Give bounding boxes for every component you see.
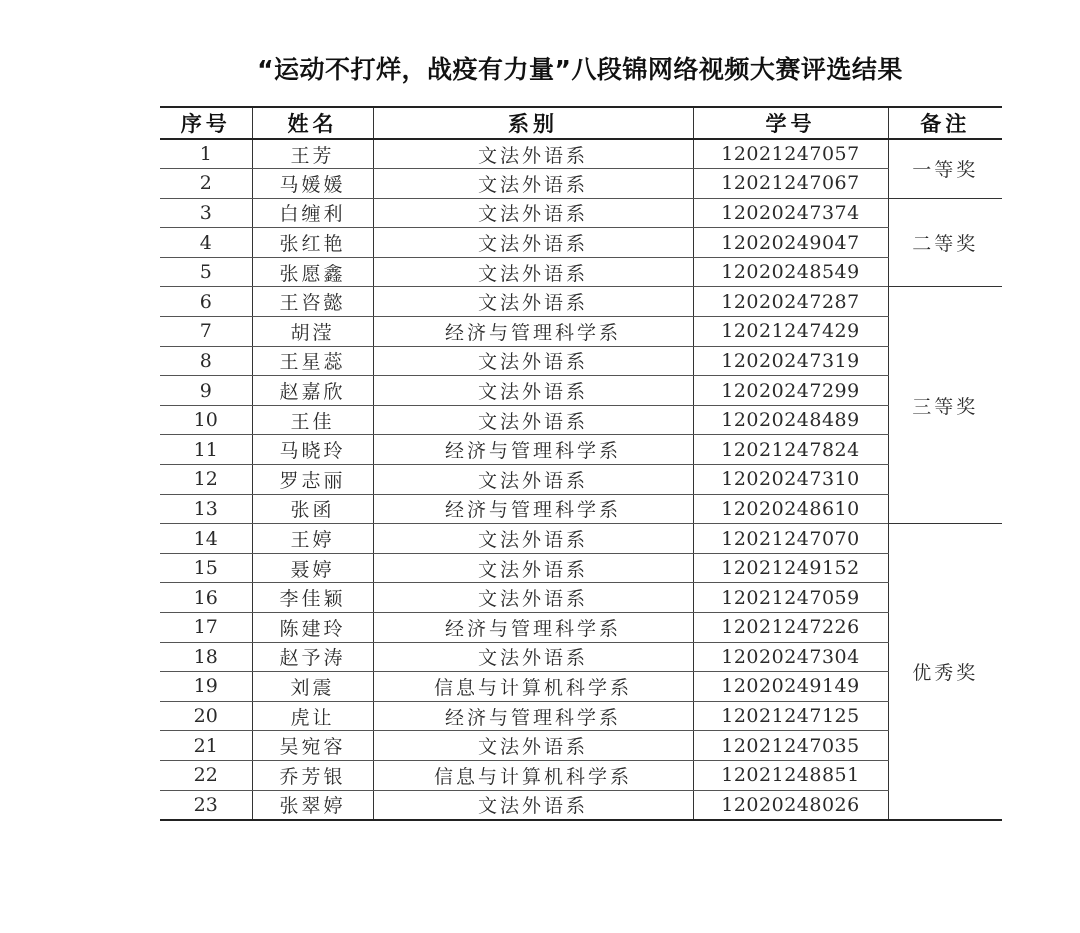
row-id-cell: 12020248549 bbox=[693, 257, 888, 287]
row-id-cell: 12021247226 bbox=[693, 613, 888, 643]
table-row bbox=[160, 642, 1002, 672]
row-no-cell: 11 bbox=[160, 435, 252, 465]
table-row bbox=[160, 731, 1002, 761]
row-dept-cell: 文法外语系 bbox=[373, 198, 693, 228]
table-row bbox=[160, 760, 1002, 790]
row-no-cell: 13 bbox=[160, 494, 252, 524]
table-row bbox=[160, 287, 1002, 317]
row-name-cell: 马媛媛 bbox=[252, 169, 373, 199]
row-no-cell: 14 bbox=[160, 524, 252, 554]
row-id-cell: 12021247429 bbox=[693, 317, 888, 347]
row-id-cell: 12021247070 bbox=[693, 524, 888, 554]
row-dept-cell: 文法外语系 bbox=[373, 139, 693, 169]
row-name-cell: 张函 bbox=[252, 494, 373, 524]
table-body bbox=[160, 139, 1002, 820]
row-dept-cell: 信息与计算机科学系 bbox=[373, 760, 693, 790]
award-cell: 优秀奖 bbox=[888, 524, 1002, 820]
row-name-cell: 胡滢 bbox=[252, 317, 373, 347]
row-id-cell: 12021247067 bbox=[693, 169, 888, 199]
row-dept-cell: 文法外语系 bbox=[373, 287, 693, 317]
table-row bbox=[160, 405, 1002, 435]
row-dept-cell: 文法外语系 bbox=[373, 642, 693, 672]
row-id-cell: 12021247824 bbox=[693, 435, 888, 465]
table-row bbox=[160, 672, 1002, 702]
row-name-cell: 罗志丽 bbox=[252, 465, 373, 495]
header-dept: 系别 bbox=[373, 107, 693, 139]
row-no-cell: 20 bbox=[160, 701, 252, 731]
row-dept-cell: 文法外语系 bbox=[373, 376, 693, 406]
row-name-cell: 王咨懿 bbox=[252, 287, 373, 317]
row-dept-cell: 经济与管理科学系 bbox=[373, 494, 693, 524]
row-dept-cell: 文法外语系 bbox=[373, 346, 693, 376]
row-dept-cell: 文法外语系 bbox=[373, 790, 693, 820]
table-row bbox=[160, 139, 1002, 169]
row-id-cell: 12020248489 bbox=[693, 405, 888, 435]
row-id-cell: 12020247287 bbox=[693, 287, 888, 317]
row-name-cell: 乔芳银 bbox=[252, 760, 373, 790]
header-row bbox=[160, 107, 1002, 139]
row-no-cell: 9 bbox=[160, 376, 252, 406]
table-row bbox=[160, 346, 1002, 376]
award-cell: 三等奖 bbox=[888, 287, 1002, 524]
row-id-cell: 12020249149 bbox=[693, 672, 888, 702]
table-row bbox=[160, 465, 1002, 495]
row-id-cell: 12021247035 bbox=[693, 731, 888, 761]
row-no-cell: 3 bbox=[160, 198, 252, 228]
row-dept-cell: 文法外语系 bbox=[373, 465, 693, 495]
table-row bbox=[160, 228, 1002, 258]
row-id-cell: 12021249152 bbox=[693, 553, 888, 583]
row-no-cell: 23 bbox=[160, 790, 252, 820]
row-no-cell: 21 bbox=[160, 731, 252, 761]
row-id-cell: 12021247125 bbox=[693, 701, 888, 731]
row-id-cell: 12020247310 bbox=[693, 465, 888, 495]
row-dept-cell: 经济与管理科学系 bbox=[373, 701, 693, 731]
row-dept-cell: 文法外语系 bbox=[373, 169, 693, 199]
row-id-cell: 12020247374 bbox=[693, 198, 888, 228]
row-name-cell: 聂婷 bbox=[252, 553, 373, 583]
row-no-cell: 8 bbox=[160, 346, 252, 376]
row-id-cell: 12021248851 bbox=[693, 760, 888, 790]
row-id-cell: 12021247057 bbox=[693, 139, 888, 169]
row-name-cell: 马晓玲 bbox=[252, 435, 373, 465]
row-no-cell: 6 bbox=[160, 287, 252, 317]
row-name-cell: 陈建玲 bbox=[252, 613, 373, 643]
row-name-cell: 赵嘉欣 bbox=[252, 376, 373, 406]
row-no-cell: 19 bbox=[160, 672, 252, 702]
table-row bbox=[160, 701, 1002, 731]
table-row bbox=[160, 494, 1002, 524]
table-row bbox=[160, 257, 1002, 287]
page-title: “运动不打烊，战疫有力量”八段锦网络视频大赛评选结果 bbox=[257, 55, 903, 84]
row-no-cell: 1 bbox=[160, 139, 252, 169]
table-row bbox=[160, 613, 1002, 643]
row-no-cell: 12 bbox=[160, 465, 252, 495]
row-name-cell: 王星蕊 bbox=[252, 346, 373, 376]
row-id-cell: 12020247299 bbox=[693, 376, 888, 406]
row-dept-cell: 文法外语系 bbox=[373, 257, 693, 287]
row-no-cell: 10 bbox=[160, 405, 252, 435]
award-cell: 一等奖 bbox=[888, 139, 1002, 198]
row-id-cell: 12020247319 bbox=[693, 346, 888, 376]
row-no-cell: 15 bbox=[160, 553, 252, 583]
row-no-cell: 16 bbox=[160, 583, 252, 613]
row-dept-cell: 文法外语系 bbox=[373, 524, 693, 554]
row-name-cell: 张翠婷 bbox=[252, 790, 373, 820]
row-name-cell: 刘震 bbox=[252, 672, 373, 702]
row-no-cell: 4 bbox=[160, 228, 252, 258]
table-row bbox=[160, 376, 1002, 406]
row-name-cell: 王芳 bbox=[252, 139, 373, 169]
row-id-cell: 12021247059 bbox=[693, 583, 888, 613]
award-cell: 二等奖 bbox=[888, 198, 1002, 287]
row-dept-cell: 文法外语系 bbox=[373, 228, 693, 258]
row-no-cell: 2 bbox=[160, 169, 252, 199]
row-dept-cell: 信息与计算机科学系 bbox=[373, 672, 693, 702]
row-dept-cell: 经济与管理科学系 bbox=[373, 317, 693, 347]
row-dept-cell: 文法外语系 bbox=[373, 583, 693, 613]
row-id-cell: 12020247304 bbox=[693, 642, 888, 672]
results-table bbox=[160, 106, 1002, 821]
header-name: 姓名 bbox=[252, 107, 373, 139]
row-no-cell: 5 bbox=[160, 257, 252, 287]
header-note: 备注 bbox=[888, 107, 1002, 139]
table-row bbox=[160, 553, 1002, 583]
table-row bbox=[160, 790, 1002, 820]
row-name-cell: 白缠利 bbox=[252, 198, 373, 228]
row-id-cell: 12020248026 bbox=[693, 790, 888, 820]
header-no: 序号 bbox=[160, 107, 252, 139]
row-name-cell: 李佳颖 bbox=[252, 583, 373, 613]
row-name-cell: 张红艳 bbox=[252, 228, 373, 258]
row-id-cell: 12020249047 bbox=[693, 228, 888, 258]
row-name-cell: 王佳 bbox=[252, 405, 373, 435]
row-dept-cell: 文法外语系 bbox=[373, 553, 693, 583]
table-row bbox=[160, 524, 1002, 554]
table-row bbox=[160, 198, 1002, 228]
table-row bbox=[160, 435, 1002, 465]
row-id-cell: 12020248610 bbox=[693, 494, 888, 524]
row-dept-cell: 经济与管理科学系 bbox=[373, 435, 693, 465]
row-name-cell: 王婷 bbox=[252, 524, 373, 554]
row-dept-cell: 经济与管理科学系 bbox=[373, 613, 693, 643]
row-no-cell: 18 bbox=[160, 642, 252, 672]
row-no-cell: 22 bbox=[160, 760, 252, 790]
table-row bbox=[160, 583, 1002, 613]
row-dept-cell: 文法外语系 bbox=[373, 731, 693, 761]
table-row bbox=[160, 169, 1002, 199]
row-name-cell: 吴宛容 bbox=[252, 731, 373, 761]
table-row bbox=[160, 317, 1002, 347]
row-name-cell: 张愿鑫 bbox=[252, 257, 373, 287]
row-name-cell: 赵予涛 bbox=[252, 642, 373, 672]
row-no-cell: 17 bbox=[160, 613, 252, 643]
header-id: 学号 bbox=[693, 107, 888, 139]
row-no-cell: 7 bbox=[160, 317, 252, 347]
row-name-cell: 虎让 bbox=[252, 701, 373, 731]
row-dept-cell: 文法外语系 bbox=[373, 405, 693, 435]
